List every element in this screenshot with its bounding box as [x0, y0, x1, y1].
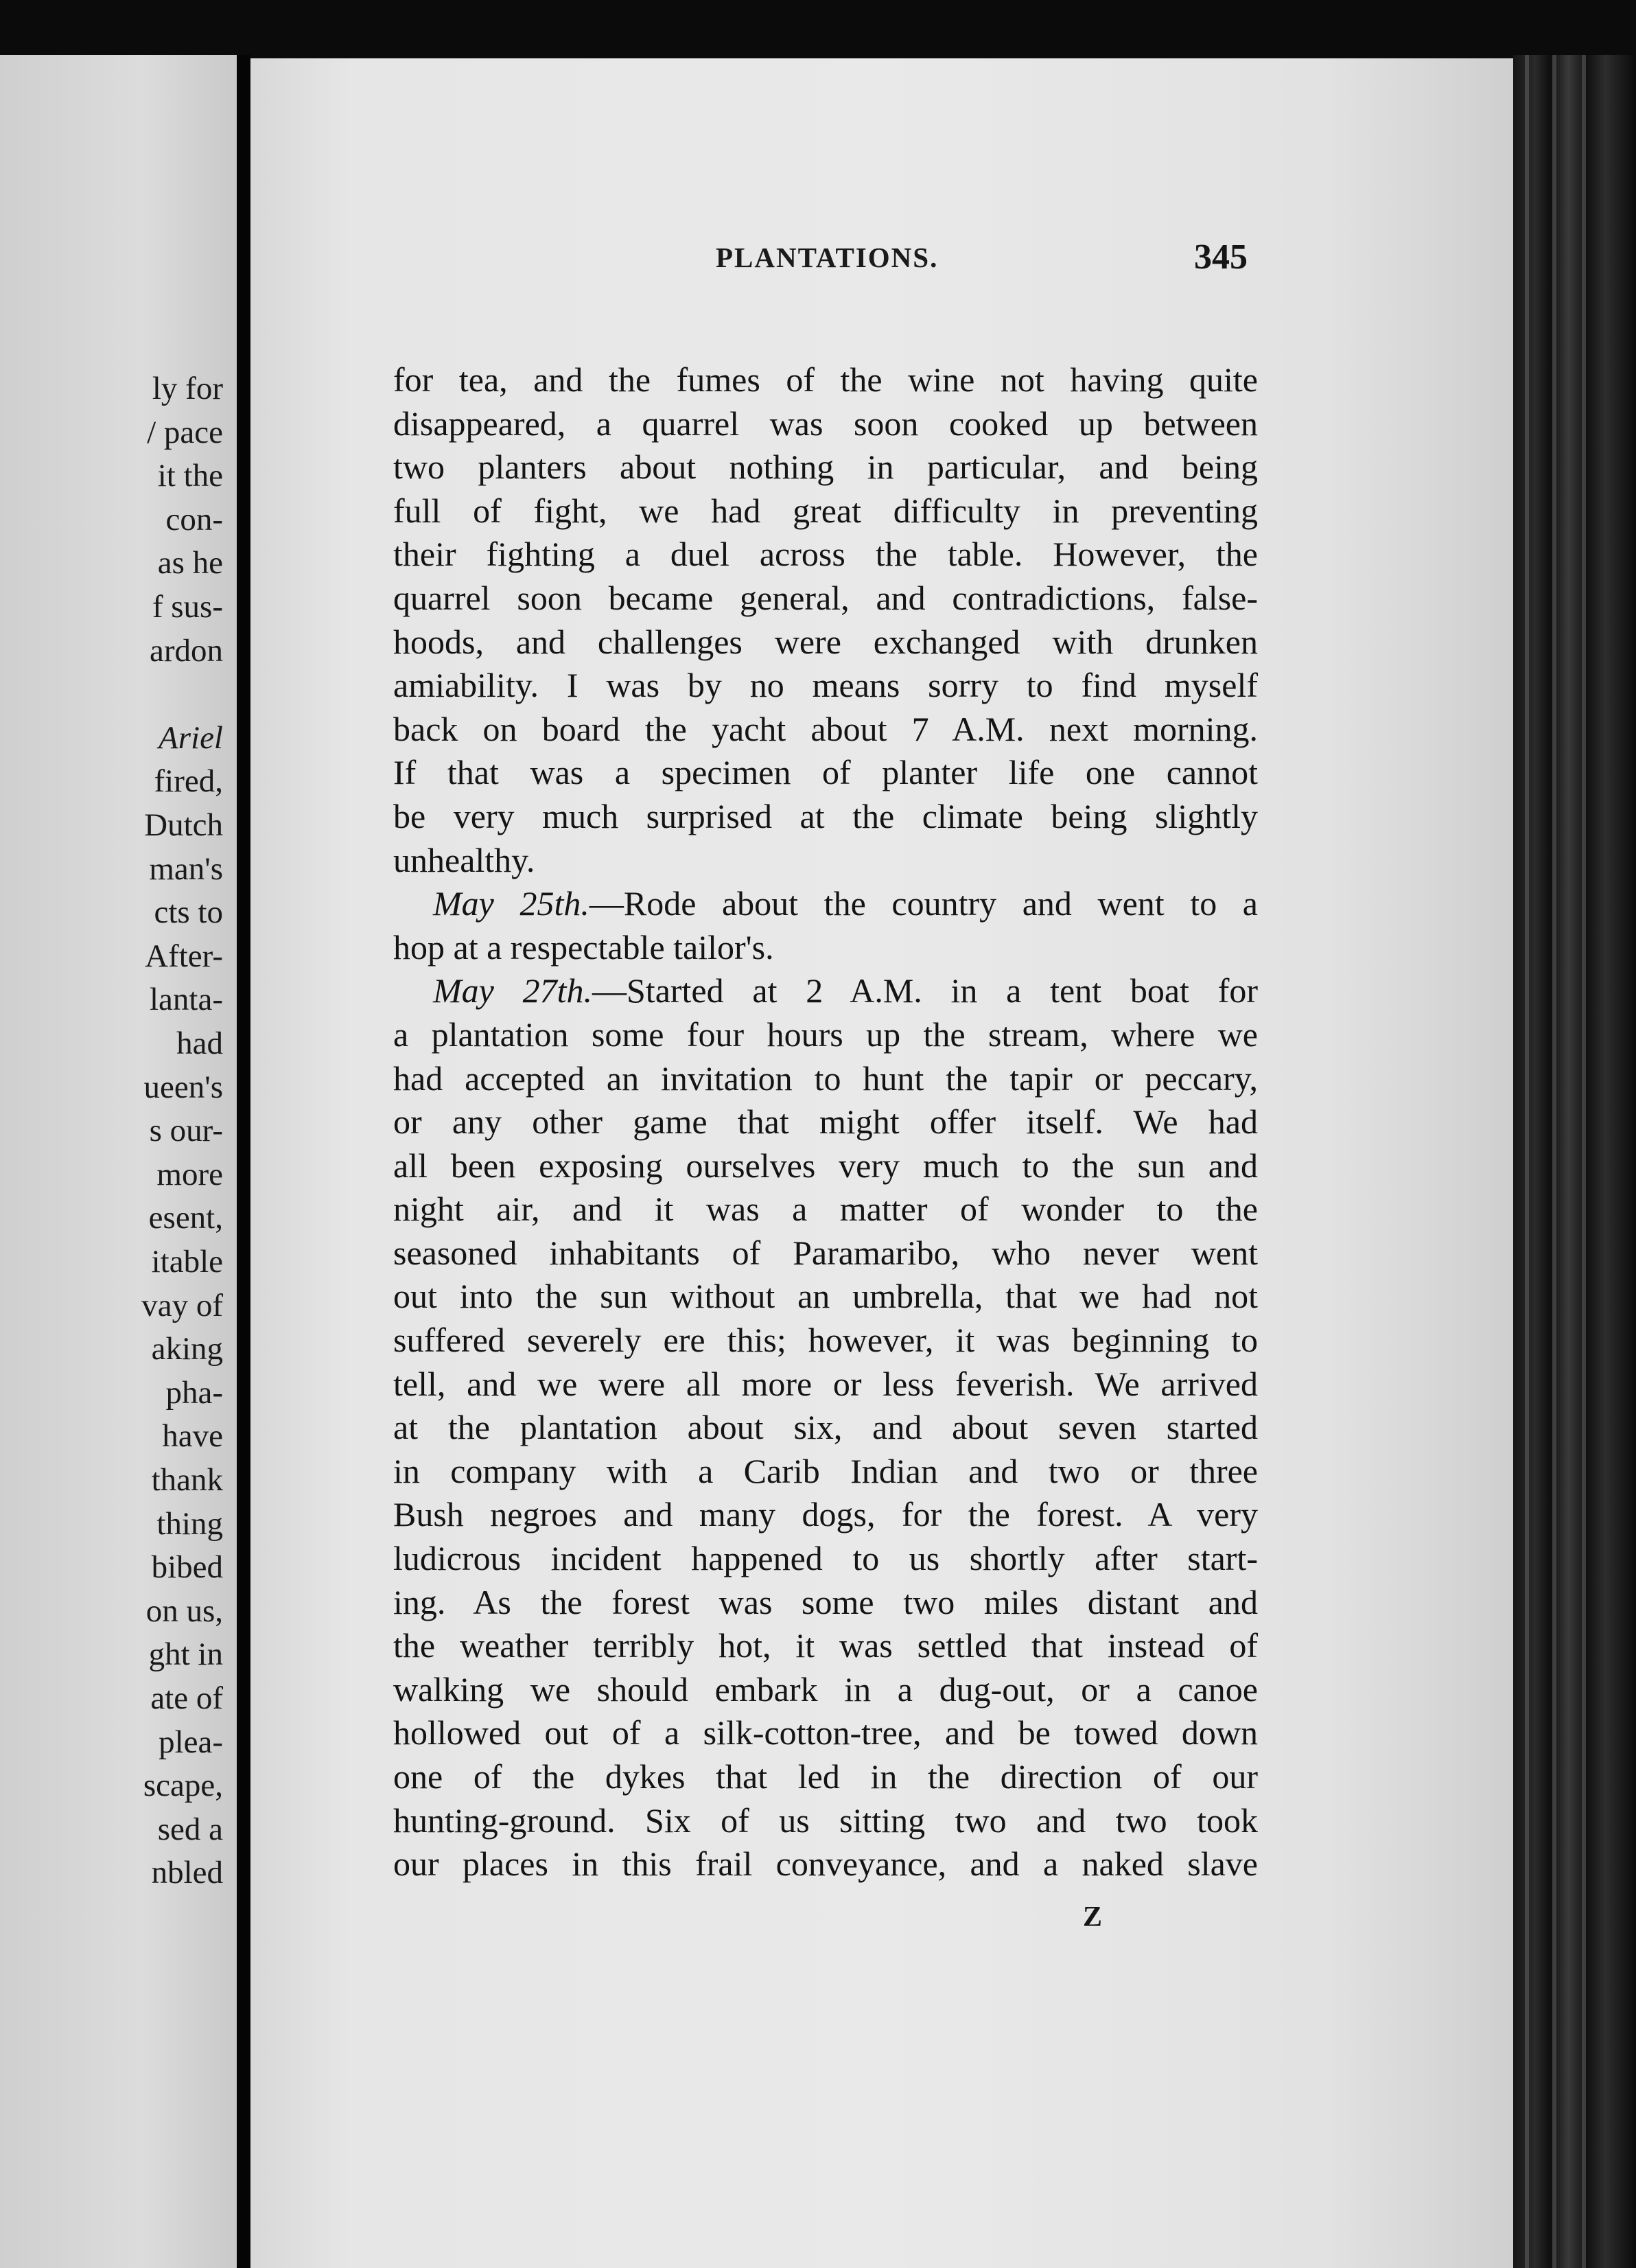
text-line: If that was a specimen of planter life one cannot	[393, 753, 1258, 792]
text-line: quarrel soon became general, and contradictions, false-	[393, 578, 1258, 617]
running-title: PLANTATIONS.	[716, 242, 939, 273]
page-edge-line	[1552, 55, 1556, 2268]
text-line: for tea, and the fumes of the wine not having quite	[393, 360, 1258, 399]
text-line: at the plantation about six, and about seven started	[393, 1408, 1258, 1447]
book-gutter	[237, 55, 250, 2268]
entry-date: May 25th.	[433, 884, 589, 923]
text-line: in company with a Carib Indian and two or three	[393, 1451, 1258, 1490]
left-page-line: Ariel	[159, 719, 223, 756]
text-line: hunting-ground. Six of us sitting two and two took	[393, 1801, 1258, 1840]
text-line: hollowed out of a silk-cotton-tree, and be towed down	[393, 1713, 1258, 1752]
left-page-line: had	[176, 1026, 223, 1061]
text-line: or any other game that might offer itself. We had	[393, 1102, 1258, 1142]
left-page-line: as he	[157, 545, 223, 581]
left-page-line: esent,	[148, 1200, 223, 1236]
text-line: had accepted an invitation to hunt the tapir or peccary,	[393, 1058, 1258, 1098]
left-page-line: f sus-	[152, 589, 223, 625]
left-page-line: bibed	[151, 1549, 223, 1586]
text-line: May 25th.—Rode about the country and went to a	[433, 884, 1258, 923]
left-page-line: cts to	[154, 894, 223, 931]
left-page-line: sed a	[157, 1811, 223, 1847]
text-line: all been exposing ourselves very much to the sun and	[393, 1146, 1258, 1185]
text-line: our places in this frail conveyance, and a naked slave	[393, 1844, 1258, 1884]
text-line: one of the dykes that led in the direction of our	[393, 1757, 1258, 1796]
left-page-line: lanta-	[150, 982, 223, 1018]
text-line: walking we should embark in a dug-out, or a canoe	[393, 1669, 1258, 1709]
left-page-line: After-	[145, 938, 223, 974]
running-head	[0, 230, 1636, 285]
signature-mark: Z	[1083, 1901, 1103, 1933]
text-line: unhealthy.	[393, 840, 535, 879]
left-page-line: scape,	[143, 1768, 223, 1804]
left-page-line: ate of	[150, 1680, 223, 1716]
left-page-line: ueen's	[143, 1069, 223, 1105]
text-line: tell, and we were all more or less feverish. We arrived	[393, 1364, 1258, 1403]
text-line: their fighting a duel across the table. However, the	[393, 535, 1258, 574]
left-page-line: have	[162, 1418, 223, 1455]
text-line: night air, and it was a matter of wonder to the	[393, 1190, 1258, 1229]
left-page-line: plea-	[159, 1724, 223, 1760]
text-line: disappeared, a quarrel was soon cooked up between	[393, 404, 1258, 443]
left-page-line: fired,	[154, 763, 223, 800]
text-line: out into the sun without an umbrella, that we had not	[393, 1277, 1258, 1316]
text-line: full of fight, we had great difficulty in preventing	[393, 491, 1258, 530]
text-line: May 27th.—Started at 2 A.M. in a tent boat for	[433, 971, 1258, 1010]
text-line: suffered severely ere this; however, it was beginning to	[393, 1321, 1258, 1360]
left-page-line: Dutch	[144, 807, 223, 843]
left-page-line: it the	[157, 458, 223, 494]
previous-page-fragment	[0, 55, 237, 2268]
text-line: Bush negroes and many dogs, for the forest. A very	[393, 1495, 1258, 1534]
left-page-line: con-	[165, 501, 223, 537]
left-page-line: nbled	[151, 1855, 223, 1891]
left-page-line: thank	[151, 1462, 223, 1498]
left-page-line: pha-	[165, 1374, 223, 1411]
left-page-line: thing	[156, 1505, 223, 1542]
text-line: ing. As the forest was some two miles distant and	[393, 1582, 1258, 1621]
left-page-line: on us,	[145, 1593, 223, 1629]
left-page-line: vay of	[141, 1287, 223, 1323]
text-line: the weather terribly hot, it was settled that instead of	[393, 1626, 1258, 1665]
text-line: be very much surprised at the climate being slightly	[393, 796, 1258, 835]
left-page-line: ght in	[148, 1636, 223, 1673]
text-line: hop at a respectable tailor's.	[393, 927, 774, 967]
body-text	[393, 358, 1258, 1886]
page-edge-line	[1525, 55, 1529, 2268]
left-page-line: s our-	[149, 1113, 223, 1149]
text-line: ludicrous incident happened to us shortly after start-	[393, 1539, 1258, 1578]
page-number: 345	[1194, 238, 1248, 277]
page-block-edge	[1513, 55, 1636, 2268]
text-line: amiability. I was by no means sorry to find myself	[393, 666, 1258, 705]
text-line: a plantation some four hours up the stream, where we	[393, 1015, 1258, 1054]
page-edge-line	[1582, 55, 1586, 2268]
left-page-line: ardon	[149, 632, 223, 669]
left-page-line: ly for	[152, 371, 223, 406]
left-page-line: man's	[149, 850, 223, 887]
text-line: seasoned inhabitants of Paramaribo, who never went	[393, 1233, 1258, 1272]
text-line: two planters about nothing in particular, and being	[393, 448, 1258, 487]
left-page-line: itable	[151, 1244, 223, 1280]
entry-date: May 27th.	[433, 971, 592, 1010]
text-line: hoods, and challenges were exchanged with drunken	[393, 622, 1258, 661]
left-page-line: aking	[151, 1331, 223, 1367]
left-page-line: more	[156, 1156, 223, 1192]
left-page-line: / pace	[147, 414, 223, 450]
text-line: back on board the yacht about 7 A.M. next morning.	[393, 709, 1258, 748]
